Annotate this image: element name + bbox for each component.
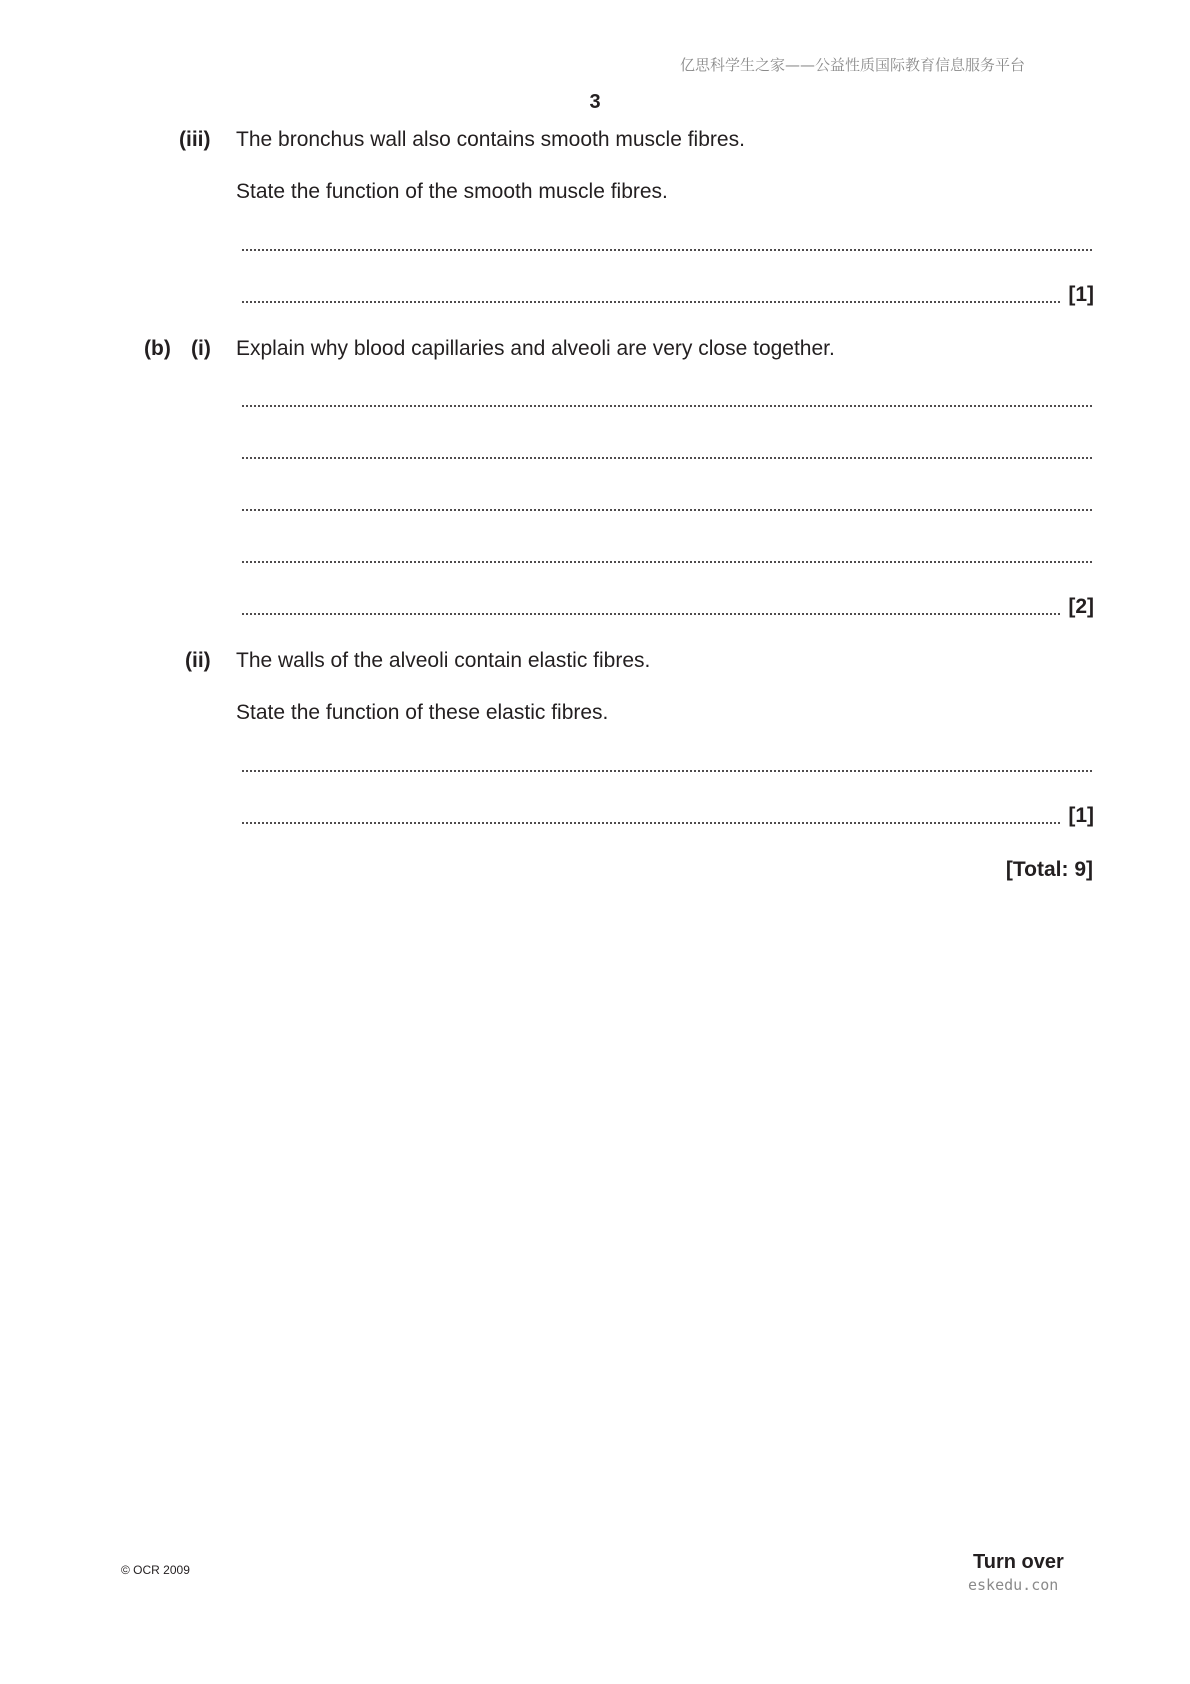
- question-a-iii-statement: The bronchus wall also contains smooth muscle fibres.: [236, 128, 745, 151]
- page-number: 3: [589, 91, 601, 113]
- answer-line[interactable]: [241, 596, 1094, 618]
- dotted-line: [241, 822, 1062, 824]
- marks-label: [1]: [1068, 804, 1094, 827]
- dotted-line: [241, 613, 1062, 615]
- answer-line[interactable]: [241, 544, 1094, 566]
- footer-watermark: eskedu.con: [968, 1576, 1059, 1594]
- question-b-i-statement: Explain why blood capillaries and alveoli are very close together.: [236, 337, 835, 360]
- answer-line[interactable]: [241, 388, 1094, 410]
- question-b-part-label: (b): [144, 337, 171, 360]
- question-b-ii-label: (ii): [185, 649, 211, 672]
- header-watermark: 亿思科学生之家——公益性质国际教育信息服务平台: [680, 56, 1026, 74]
- dotted-line: [241, 561, 1094, 563]
- turn-over: Turn over: [973, 1551, 1064, 1573]
- dotted-line: [241, 770, 1094, 772]
- question-a-iii-instruction: State the function of the smooth muscle fibres.: [236, 180, 668, 203]
- answer-line[interactable]: [241, 753, 1094, 775]
- answer-line[interactable]: [241, 284, 1094, 306]
- answer-line[interactable]: [241, 492, 1094, 514]
- answer-line[interactable]: [241, 440, 1094, 462]
- question-b-i-label: (i): [191, 337, 211, 360]
- copyright: © OCR 2009: [121, 1563, 190, 1577]
- question-a-iii-label: (iii): [179, 128, 211, 151]
- dotted-line: [241, 249, 1094, 251]
- dotted-line: [241, 405, 1094, 407]
- total-marks: [Total: 9]: [1005, 858, 1093, 881]
- answer-line[interactable]: [241, 232, 1094, 254]
- dotted-line: [241, 509, 1094, 511]
- question-b-ii-instruction: State the function of these elastic fibres.: [236, 701, 609, 724]
- dotted-line: [241, 301, 1062, 303]
- marks-label: [2]: [1068, 595, 1094, 618]
- question-b-ii-statement: The walls of the alveoli contain elastic fibres.: [236, 649, 651, 672]
- answer-line[interactable]: [241, 805, 1094, 827]
- marks-label: [1]: [1068, 283, 1094, 306]
- dotted-line: [241, 457, 1094, 459]
